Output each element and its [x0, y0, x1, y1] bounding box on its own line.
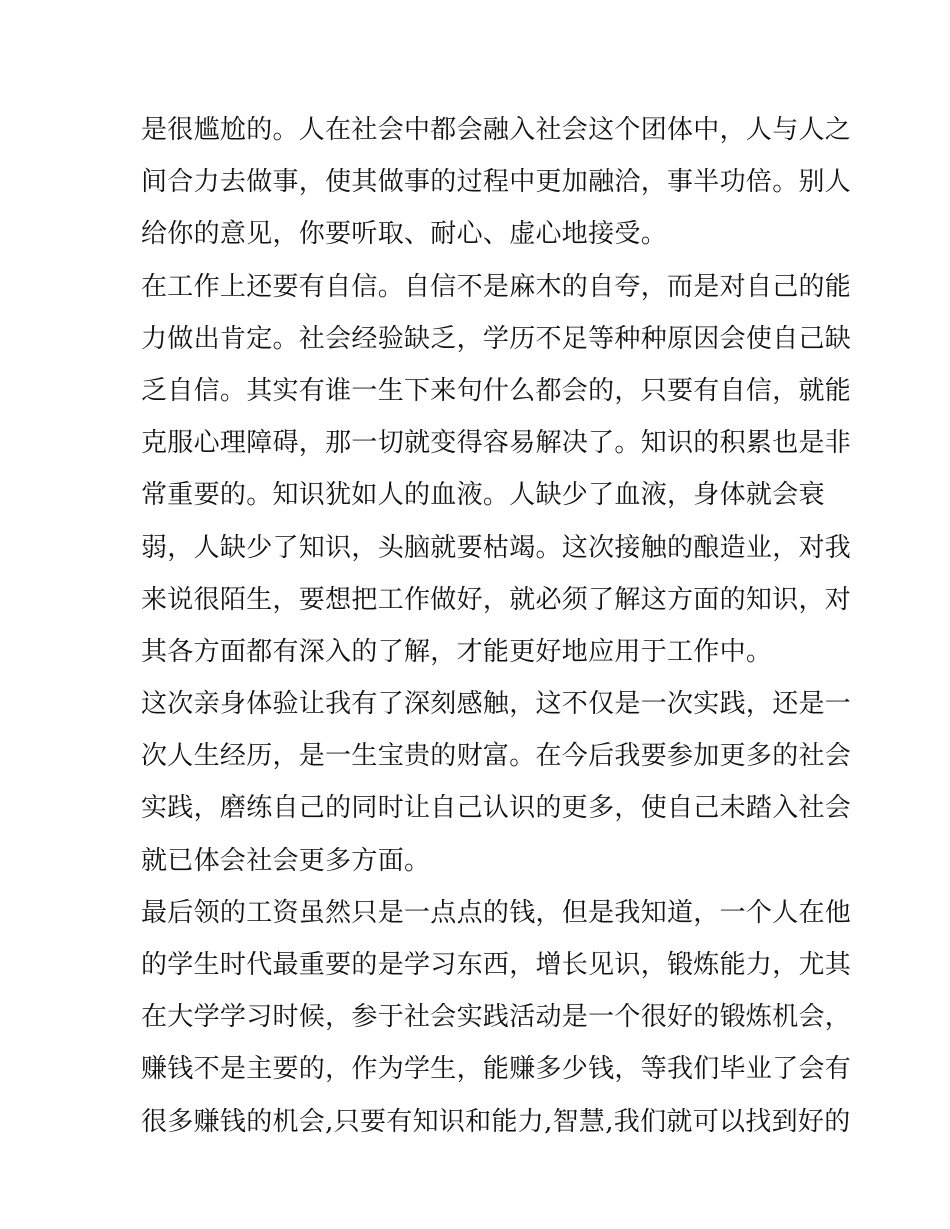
text-line: 间合力去做事，使其做事的过程中更加融洽，事半功倍。别人 [141, 167, 852, 198]
text-line: 来说很陌生，要想把工作做好，就必须了解这方面的知识，对 [141, 584, 852, 615]
text-line: 给你的意见，你要听取、耐心、虚心地接受。 [141, 219, 668, 250]
text-line: 最后领的工资虽然只是一点点的钱，但是我知道，一个人在他 [141, 897, 852, 928]
text-line: 赚钱不是主要的，作为学生，能赚多少钱，等我们毕业了会有 [141, 1054, 852, 1085]
text-line: 常重要的。知识犹如人的血液。人缺少了血液，身体就会衰 [141, 480, 825, 511]
text-line: 就已体会社会更多方面。 [141, 845, 431, 876]
text-line: 力做出肯定。社会经验缺乏，学历不足等种种原因会使自己缺 [141, 323, 852, 354]
text-line: 次人生经历，是一生宝贵的财富。在今后我要参加更多的社会 [141, 741, 852, 772]
text-line: 的学生时代最重要的是学习东西，增长见识，锻炼能力，尤其 [141, 950, 852, 980]
text-line: 在工作上还要有自信。自信不是麻木的自夸，而是对自己的能 [141, 271, 852, 302]
text-line: 很多赚钱的机会,只要有知识和能力,智慧,我们就可以找到好的 [141, 1106, 851, 1137]
text-line: 乏自信。其实有谁一生下来句什么都会的，只要有自信，就能 [141, 375, 852, 406]
text-line: 这次亲身体验让我有了深刻感触，这不仅是一次实践，还是一 [141, 689, 852, 720]
text-line: 实践，磨练自己的同时让自己认识的更多，使自己未踏入社会 [141, 793, 852, 824]
text-line: 弱，人缺少了知识，头脑就要枯竭。这次接触的酿造业，对我 [141, 532, 852, 563]
text-line: 克服心理障碍，那一切就变得容易解决了。知识的积累也是非 [141, 428, 852, 459]
text-line: 在大学学习时候，参于社会实践活动是一个很好的锻炼机会， [141, 1002, 852, 1033]
text-line: 是很尴尬的。人在社会中都会融入社会这个团体中，人与人之 [141, 115, 852, 145]
body-text [141, 108, 852, 1152]
text-line: 其各方面都有深入的了解，才能更好地应用于工作中。 [141, 636, 773, 667]
